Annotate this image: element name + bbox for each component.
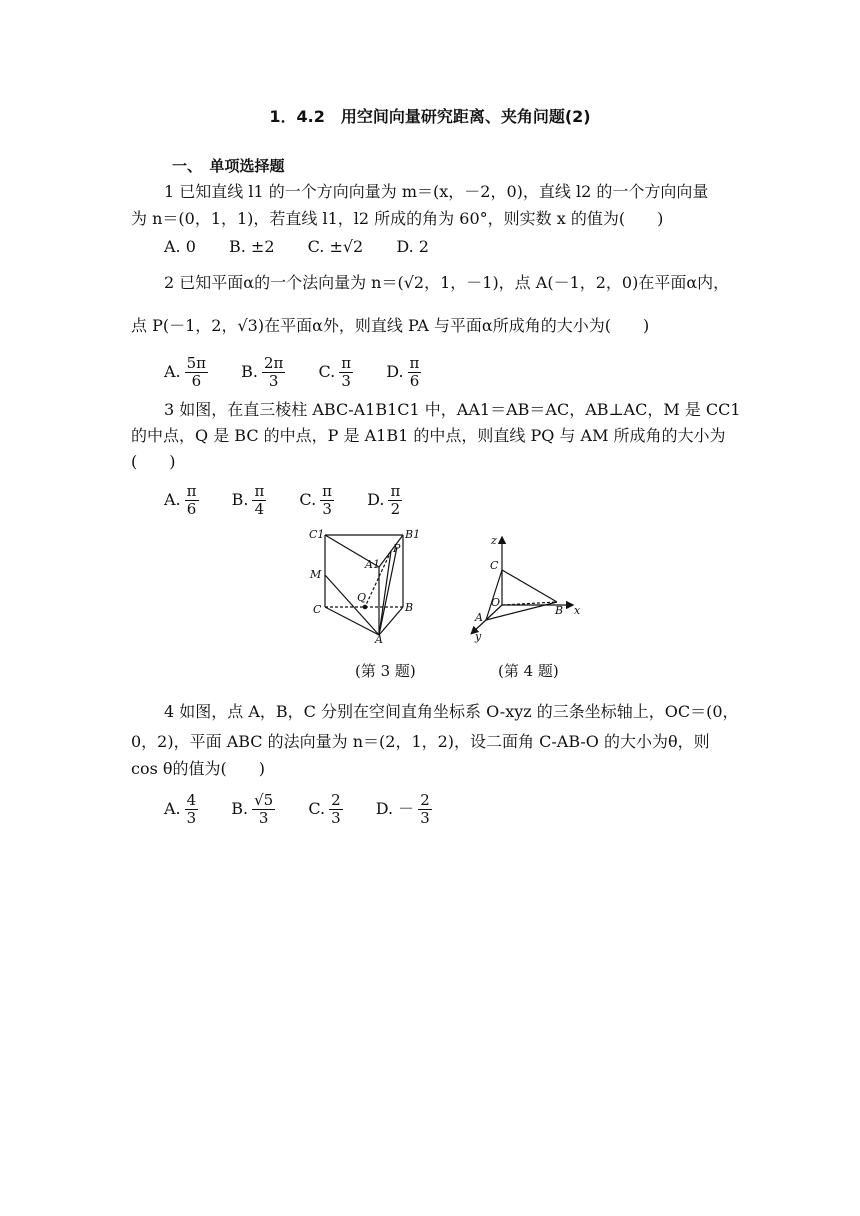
q3-option-c[interactable]: C. $\frac{\pi}{3}$	[299, 482, 333, 518]
question-2-line-2: 点 P(－1，2，√3)在平面α外，则直线 PA 与平面α所成角的大小为( )	[131, 316, 650, 335]
figure-4-coordinate-system	[462, 530, 587, 645]
q1-option-b[interactable]: B. ±2	[229, 237, 275, 256]
question-3-line-3: ( )	[131, 452, 176, 471]
fig3-label-c1: C1	[309, 528, 325, 541]
question-4-line-3: cos θ的值为( )	[131, 759, 266, 778]
fig4-label-o: O	[491, 596, 501, 609]
figure-4-caption: (第 4 题)	[498, 662, 559, 680]
question-3-line-2: 的中点，Q 是 BC 的中点，P 是 A1B1 的中点，则直线 PQ 与 AM 所成角的大小为	[131, 426, 726, 445]
fig3-label-b1: B1	[405, 528, 420, 541]
q4-option-c[interactable]: C. $\frac{2}{3}$	[308, 791, 341, 827]
question-1-line-1: 1 已知直线 l1 的一个方向向量为 m＝(x，－2，0)，直线 l2 的一个方向向量	[164, 182, 709, 201]
fig3-label-b: B	[405, 601, 414, 614]
page-title: 1．4.2 用空间向量研究距离、夹角问题(2)	[269, 107, 591, 126]
question-2-options	[164, 355, 449, 390]
question-1-options	[164, 235, 457, 259]
fig4-label-b: B	[555, 604, 564, 617]
q4-option-a[interactable]: A. $\frac{4}{3}$	[164, 791, 197, 827]
fig4-label-z: z	[491, 534, 497, 547]
q3-option-b[interactable]: B. $\frac{\pi}{4}$	[231, 482, 265, 518]
question-3-options	[164, 483, 430, 518]
q4-option-d[interactable]: D. － $\frac{2}{3}$	[375, 791, 430, 827]
q3-option-d[interactable]: D. $\frac{\pi}{2}$	[367, 482, 401, 518]
fig4-label-c: C	[490, 559, 499, 572]
fig4-label-x: x	[574, 604, 581, 617]
fig3-label-m: M	[310, 568, 322, 581]
question-4-options	[164, 792, 460, 827]
question-2-line-1: 2 已知平面α的一个法向量为 n＝(√2，1，－1)，点 A(－1，2，0)在平面α内，	[164, 273, 730, 292]
q2-option-d[interactable]: D. $\frac{\pi}{6}$	[386, 354, 420, 390]
fig3-label-p: P	[393, 542, 401, 555]
fig3-label-a1: A1	[365, 558, 380, 571]
q2-option-c[interactable]: C. $\frac{\pi}{3}$	[318, 354, 352, 390]
fig4-label-a: A	[475, 611, 483, 624]
q2-option-a[interactable]: A. $\frac{5\pi}{6}$	[164, 354, 207, 390]
fig3-label-q: Q	[357, 591, 367, 604]
q2-option-b[interactable]: B. $\frac{2\pi}{3}$	[241, 354, 284, 390]
question-4-line-1: 4 如图，点 A，B，C 分别在空间直角坐标系 O-xyz 的三条坐标轴上，OC＝(0，	[164, 702, 739, 721]
section-heading: 一、 单项选择题	[172, 157, 285, 175]
question-4-line-2: 0，2)，平面 ABC 的法向量为 n＝(2，1，2)，设二面角 C-AB-O 的大小为θ，则	[131, 732, 710, 751]
q3-option-a[interactable]: A. $\frac{\pi}{6}$	[164, 482, 197, 518]
fig3-label-c: C	[313, 603, 322, 616]
q1-option-c[interactable]: C. ±√2	[307, 237, 364, 256]
q4-option-b[interactable]: B. $\frac{√5}{3}$	[231, 791, 274, 827]
question-1-line-2: 为 n＝(0，1，1)，若直线 l1，l2 所成的角为 60°，则实数 x 的值为( )	[131, 209, 664, 228]
figure-3-prism	[305, 525, 420, 645]
q1-option-a[interactable]: A. 0	[164, 237, 196, 256]
question-3-line-1: 3 如图，在直三棱柱 ABC-A1B1C1 中，AA1＝AB＝AC，AB⊥AC，M 是 CC1	[164, 400, 741, 419]
q1-option-d[interactable]: D. 2	[396, 237, 429, 256]
figure-3-caption: (第 3 题)	[355, 662, 416, 680]
fig3-label-a: A	[375, 633, 383, 645]
fig4-label-y: y	[475, 630, 482, 643]
